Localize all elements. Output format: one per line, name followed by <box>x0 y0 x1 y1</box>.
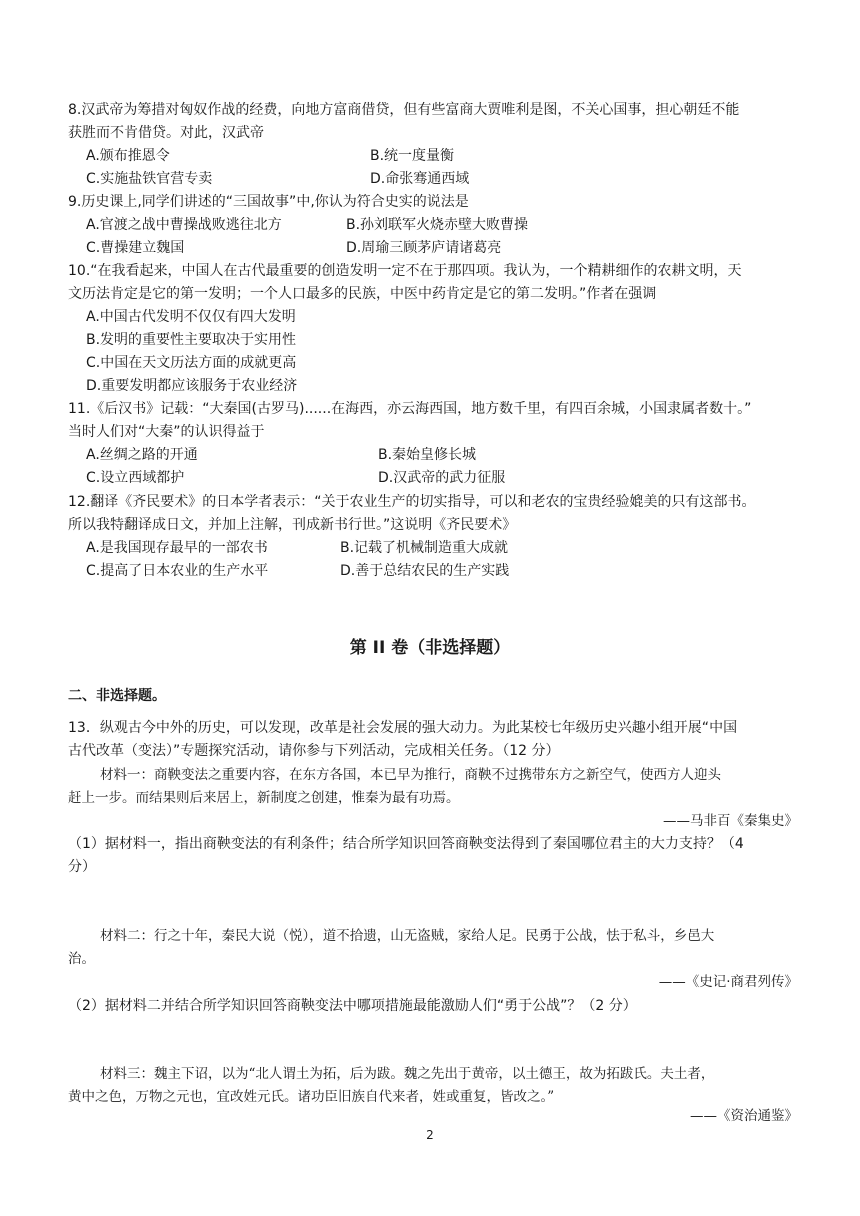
q12-stem-line2: 所以我特翻译成日文，并加上注解，刊成新书行世。”这说明《齐民要术》 <box>68 517 517 533</box>
material-3-line1: 材料三：魏主下诏，以为“北人谓土为拓，后为跋。魏之先出于黄帝，以土德王，故为拓跋氏。夫土者， <box>100 1066 715 1082</box>
q12-option-b: B.记载了机械制造重大成就 <box>340 540 509 556</box>
q9-option-a: A.官渡之战中曹操战败逃往北方 <box>86 217 282 233</box>
q12-option-d: D.善于总结农民的生产实践 <box>340 563 510 579</box>
q8-option-b: B.统一度量衡 <box>370 148 455 164</box>
q11-option-a: A.丝绸之路的开通 <box>86 447 198 463</box>
subquestion-2: （2）据材料二并结合所学知识回答商鞅变法中哪项措施最能激励人们“勇于公战”？（2 分） <box>68 998 637 1014</box>
q8-option-d: D.命张骞通西域 <box>370 171 470 187</box>
q10-stem-line1: 10.“在我看起来，中国人在古代最重要的创造发明一定不在于那四项。我认为，一个精耕细作的农耕文明，天 <box>68 263 742 279</box>
q9-option-c: C.曹操建立魏国 <box>86 240 185 256</box>
material-2-line2: 治。 <box>68 951 95 967</box>
q11-option-b: B.秦始皇修长城 <box>378 447 477 463</box>
subquestion-1-line1: （1）据材料一，指出商鞅变法的有利条件；结合所学知识回答商鞅变法得到了秦国哪位君主的大力支持？（4 <box>68 836 744 852</box>
material-1-source: ——马非百《秦集史》 <box>663 813 798 829</box>
material-2-source: ——《史记·商君列传》 <box>658 974 798 990</box>
part-two-title: 第 II 卷（非选择题） <box>349 638 511 658</box>
material-3-source: ——《资治通鉴》 <box>690 1108 798 1124</box>
subquestion-1-line2: 分） <box>68 859 96 875</box>
q9-option-d: D.周瑜三顾茅庐请诸葛亮 <box>346 240 502 256</box>
q9-option-b: B.孙刘联军火烧赤壁大败曹操 <box>346 217 529 233</box>
q9-stem: 9.历史课上,同学们讲述的“三国故事”中,你认为符合史实的说法是 <box>68 194 469 210</box>
q12-option-a: A.是我国现存最早的一部农书 <box>86 540 268 556</box>
material-3-line2: 黄中之色，万物之元也，宜改姓元氏。诸功臣旧族自代来者，姓或重复，皆改之。” <box>68 1089 555 1105</box>
q10-option-b: B.发明的重要性主要取决于实用性 <box>86 332 297 348</box>
q13-stem-line1: 13．纵观古今中外的历史，可以发现，改革是社会发展的强大动力。为此某校七年级历史兴趣小组开展“中国 <box>68 720 738 736</box>
q11-option-c: C.设立西域都护 <box>86 470 185 486</box>
q11-stem-line2: 当时人们对“大秦”的认识得益于 <box>68 424 265 440</box>
q12-stem-line1: 12.翻译《齐民要术》的日本学者表示：“关于农业生产的切实指导，可以和老农的宝贵经验媲美的只有这部书。 <box>68 494 756 510</box>
material-1-line1: 材料一：商鞅变法之重要内容，在东方各国，本已早为推行，商鞅不过携带东方之新空气，使西方人迎头 <box>100 767 721 783</box>
q11-stem-line1: 11.《后汉书》记载：“大秦国(古罗马)......在海西，亦云海西国，地方数千里，有四百余城，小国隶属者数十。” <box>68 401 752 417</box>
material-1-line2: 赶上一步。而结果则后来居上，新制度之创建，惟秦为最有功焉。 <box>68 790 460 806</box>
q8-stem-line1: 8.汉武帝为筹措对匈奴作战的经费，向地方富商借贷，但有些富商大贾唯利是图，不关心国事，担心朝廷不能 <box>68 102 740 118</box>
q10-option-d: D.重要发明都应该服务于农业经济 <box>86 378 298 394</box>
q12-option-c: C.提高了日本农业的生产水平 <box>86 563 269 579</box>
q10-stem-line2: 文历法肯定是它的第一发明；一个人口最多的民族，中医中药肯定是它的第二发明。”作者在强调 <box>68 286 657 302</box>
page-number: 2 <box>426 1128 434 1142</box>
q13-stem-line2: 古代改革（变法）”专题探究活动，请你参与下列活动，完成相关任务。（12 分） <box>68 743 560 759</box>
material-2-line1: 材料二：行之十年，秦民大说（悦），道不拾遗，山无盗贼，家给人足。民勇于公战，怯于私斗，乡邑大 <box>100 928 715 944</box>
q8-option-c: C.实施盐铁官营专卖 <box>86 171 213 187</box>
section-heading: 二、非选择题。 <box>68 688 166 704</box>
q11-option-d: D.汉武帝的武力征服 <box>378 470 506 486</box>
q8-stem-line2: 获胜而不肯借贷。对此，汉武帝 <box>68 125 264 141</box>
q8-option-a: A.颁布推恩令 <box>86 148 170 164</box>
q10-option-c: C.中国在天文历法方面的成就更高 <box>86 355 297 371</box>
q10-option-a: A.中国古代发明不仅仅有四大发明 <box>86 309 296 325</box>
